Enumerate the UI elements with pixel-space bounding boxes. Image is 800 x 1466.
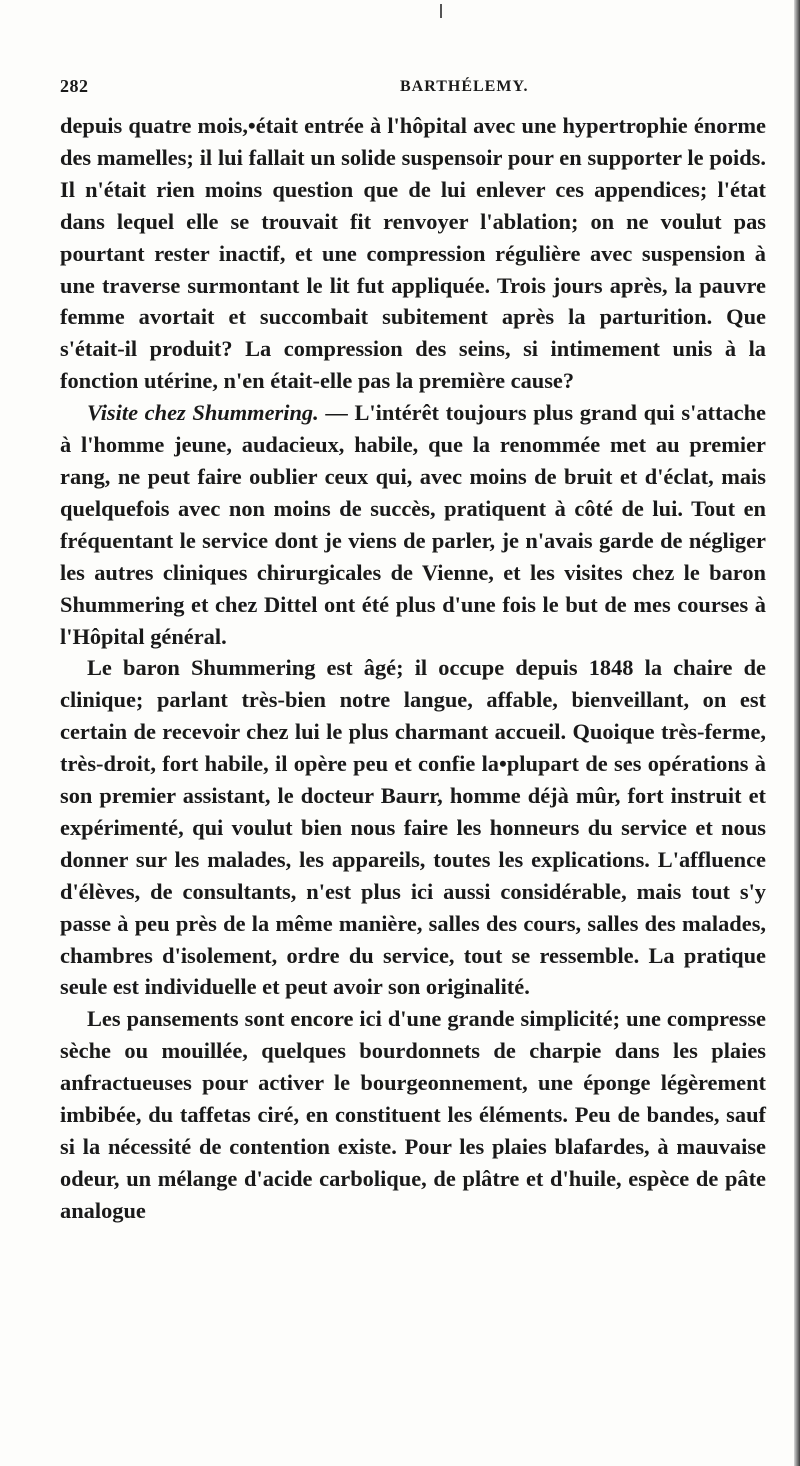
paragraph: [60, 110, 766, 397]
paragraph-text: Les pansements sont encore ici d'une grande simplicité; une compresse sèche ou mouillée, quelques bourdonnets de charpie dans les plaies anfractueuses pour activer le bourgeonnement, une éponge légèrement imbibée, du taffetas ciré, en constituent les éléments. Peu de bandes, sauf si la nécessité de contention existe. Pour les plaies blafardes, à mauvaise odeur, un mélange d'acide carbolique, de plâtre et d'huile, espèce de pâte analogue: [60, 1006, 766, 1223]
scan-mark: [440, 4, 442, 18]
page-number: 282: [60, 76, 89, 96]
paragraph-text: depuis quatre mois,•était entrée à l'hôpital avec une hypertrophie énorme des mamelles; il lui fallait un solide suspensoir pour en supporter le poids. Il n'était rien moins question que de lui enlever ces appendices; l'état dans lequel elle se trouvait fit renvoyer l'ablation; on ne voulut pas pourtant rester inactif, et une compression régulière avec suspension à une traverse surmontant le lit fut appliquée. Trois jours après, la pauvre femme avortait et succombait subitement après la parturition. Que s'était-il produit? La compression des seins, si intimement unis à la fonction utérine, n'en était-elle pas la première cause?: [60, 113, 766, 394]
page-edge-shadow: [794, 0, 800, 1466]
paragraph-text: Le baron Shummering est âgé; il occupe depuis 1848 la chaire de clinique; parlant très-bien notre langue, affable, bienveillant, on est certain de recevoir chez lui le plus charmant accueil. Quoique très-ferme, très-droit, fort habile, il opère peu et confie la•plupart de ses opérations à son premier assistant, le docteur Baurr, homme déjà mûr, fort instruit et expérimenté, qui voulut bien nous faire les honneurs du service et nous donner sur les malades, les appareils, toutes les explications. L'affluence d'élèves, de consultants, n'est plus ici aussi considérable, mais tout s'y passe à peu près de la même manière, salles des cours, salles des malades, chambres d'isolement, ordre du service, tout se ressemble. La pratique seule est individuelle et peut avoir son originalité.: [60, 655, 766, 1000]
paragraph: [60, 1003, 766, 1226]
paragraph-text: — L'intérêt toujours plus grand qui s'attache à l'homme jeune, audacieux, habile, que la renommée met au premier rang, ne peut faire oublier ceux qui, avec moins de bruit et d'éclat, mais quelquefois avec non moins de succès, pratiquent à côté de lui. Tout en fréquentant le service dont je viens de parler, je n'avais garde de négliger les autres cliniques chirurgicales de Vienne, et les visites chez le baron Shummering et chez Dittel ont été plus d'une fois le but de mes courses à l'Hôpital général.: [60, 400, 766, 649]
section-lead: Visite chez Shummering.: [87, 400, 319, 426]
body-text: [60, 110, 766, 1227]
paragraph: [60, 652, 766, 1003]
page-header: [60, 76, 766, 104]
paragraph: [60, 397, 766, 652]
running-head: BARTHÉLEMY.: [400, 78, 529, 95]
